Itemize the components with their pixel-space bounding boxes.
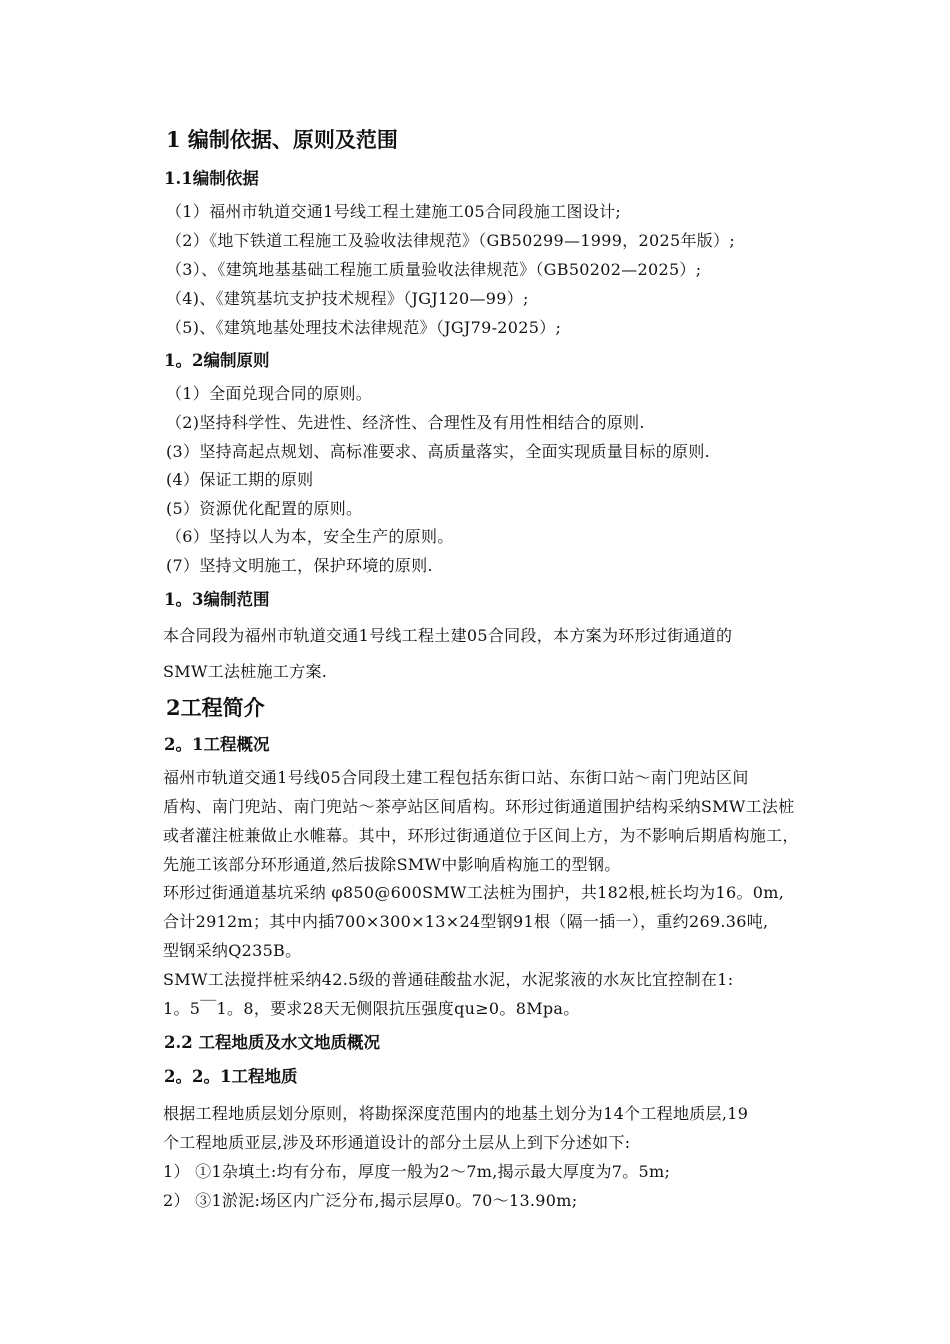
- geology-line-2: 个工程地质亚层,涉及环形通道设计的部分土层从上到下分述如下:: [163, 1133, 631, 1152]
- overview-line-4: 先施工该部分环形通道,然后拔除SMW中影响盾构施工的型钢。: [163, 855, 621, 874]
- principle-item-5: (5）资源优化配置的原则。: [166, 499, 363, 518]
- principle-item-3: (3）坚持高起点规划、高标准要求、高质量落实，全面实现质量目标的原则.: [166, 442, 711, 461]
- geology-item-1: 1） ①1杂填土:均有分布，厚度一般为2～7m,揭示最大厚度为7。5m;: [163, 1162, 671, 1181]
- basis-item-1: （1）福州市轨道交通1号线工程土建施工05合同段施工图设计;: [166, 202, 622, 221]
- overview-line-5: 环形过街通道基坑采纳 φ850@600SMW工法桩为围护，共182根,桩长均为16。0m,: [163, 883, 785, 902]
- overview-line-2: 盾构、南门兜站、南门兜站～茶亭站区间盾构。环形过街通道围护结构采纳SMW工法桩: [163, 797, 795, 816]
- overview-line-3: 或者灌注桩兼做止水帷幕。其中，环形过街通道位于区间上方，为不影响后期盾构施工，: [163, 826, 799, 845]
- overview-line-7: 型钢采纳Q235B。: [163, 941, 302, 960]
- section-2-2-1-title: 2。2。1工程地质: [164, 1067, 298, 1086]
- section-2-title: 2工程简介: [166, 695, 265, 720]
- scope-line-2: SMW工法桩施工方案.: [163, 662, 328, 681]
- geology-line-1: 根据工程地质层划分原则，将勘探深度范围内的地基土划分为14个工程地质层,19: [163, 1104, 749, 1123]
- basis-item-2: （2）《地下铁道工程施工及验收法律规范》（GB50299—1999，2025年版）;: [166, 231, 736, 250]
- geology-item-2: 2） ③1淤泥:场区内广泛分布,揭示层厚0。70～13.90m;: [163, 1191, 578, 1210]
- overview-line-6: 合计2912m；其中内插700×300×13×24型钢91根（隔一插一），重约269.36吨,: [163, 912, 769, 931]
- principle-item-2: （2)坚持科学性、先进性、经济性、合理性及有用性相结合的原则.: [166, 413, 645, 432]
- scope-line-1: 本合同段为福州市轨道交通1号线工程土建05合同段，本方案为环形过街通道的: [163, 626, 733, 645]
- principle-item-1: （1）全面兑现合同的原则。: [166, 384, 373, 403]
- overview-line-8: SMW工法搅拌桩采纳42.5级的普通硅酸盐水泥，水泥浆液的水灰比宜控制在1:: [163, 970, 734, 989]
- section-1-2-title: 1。2编制原则: [164, 351, 270, 370]
- section-1-title: 1 编制依据、原则及范围: [166, 127, 398, 152]
- overview-line-1: 福州市轨道交通1号线05合同段土建工程包括东街口站、东街口站～南门兜站区间: [163, 768, 749, 787]
- principle-item-7: (7）坚持文明施工，保护环境的原则.: [166, 556, 433, 575]
- section-2-2-title: 2.2 工程地质及水文地质概况: [164, 1033, 380, 1052]
- principle-item-4: (4）保证工期的原则: [166, 470, 314, 489]
- overview-line-9: 1。5￣1。8，要求28天无侧限抗压强度qu≥0。8Mpa。: [163, 999, 580, 1018]
- basis-item-5: （5)、《建筑地基处理技术法律规范》（JGJ79-2025）;: [166, 318, 562, 337]
- basis-item-3: （3）、《建筑地基基础工程施工质量验收法律规范》（GB50202—2025）;: [166, 260, 702, 279]
- section-2-1-title: 2。1工程概况: [164, 735, 270, 754]
- basis-item-4: （4)、《建筑基坑支护技术规程》（JGJ120—99）;: [166, 289, 529, 308]
- principle-item-6: （6）坚持以人为本，安全生产的原则。: [166, 527, 454, 546]
- section-1-3-title: 1。3编制范围: [164, 590, 270, 609]
- section-1-1-title: 1.1编制依据: [164, 169, 259, 188]
